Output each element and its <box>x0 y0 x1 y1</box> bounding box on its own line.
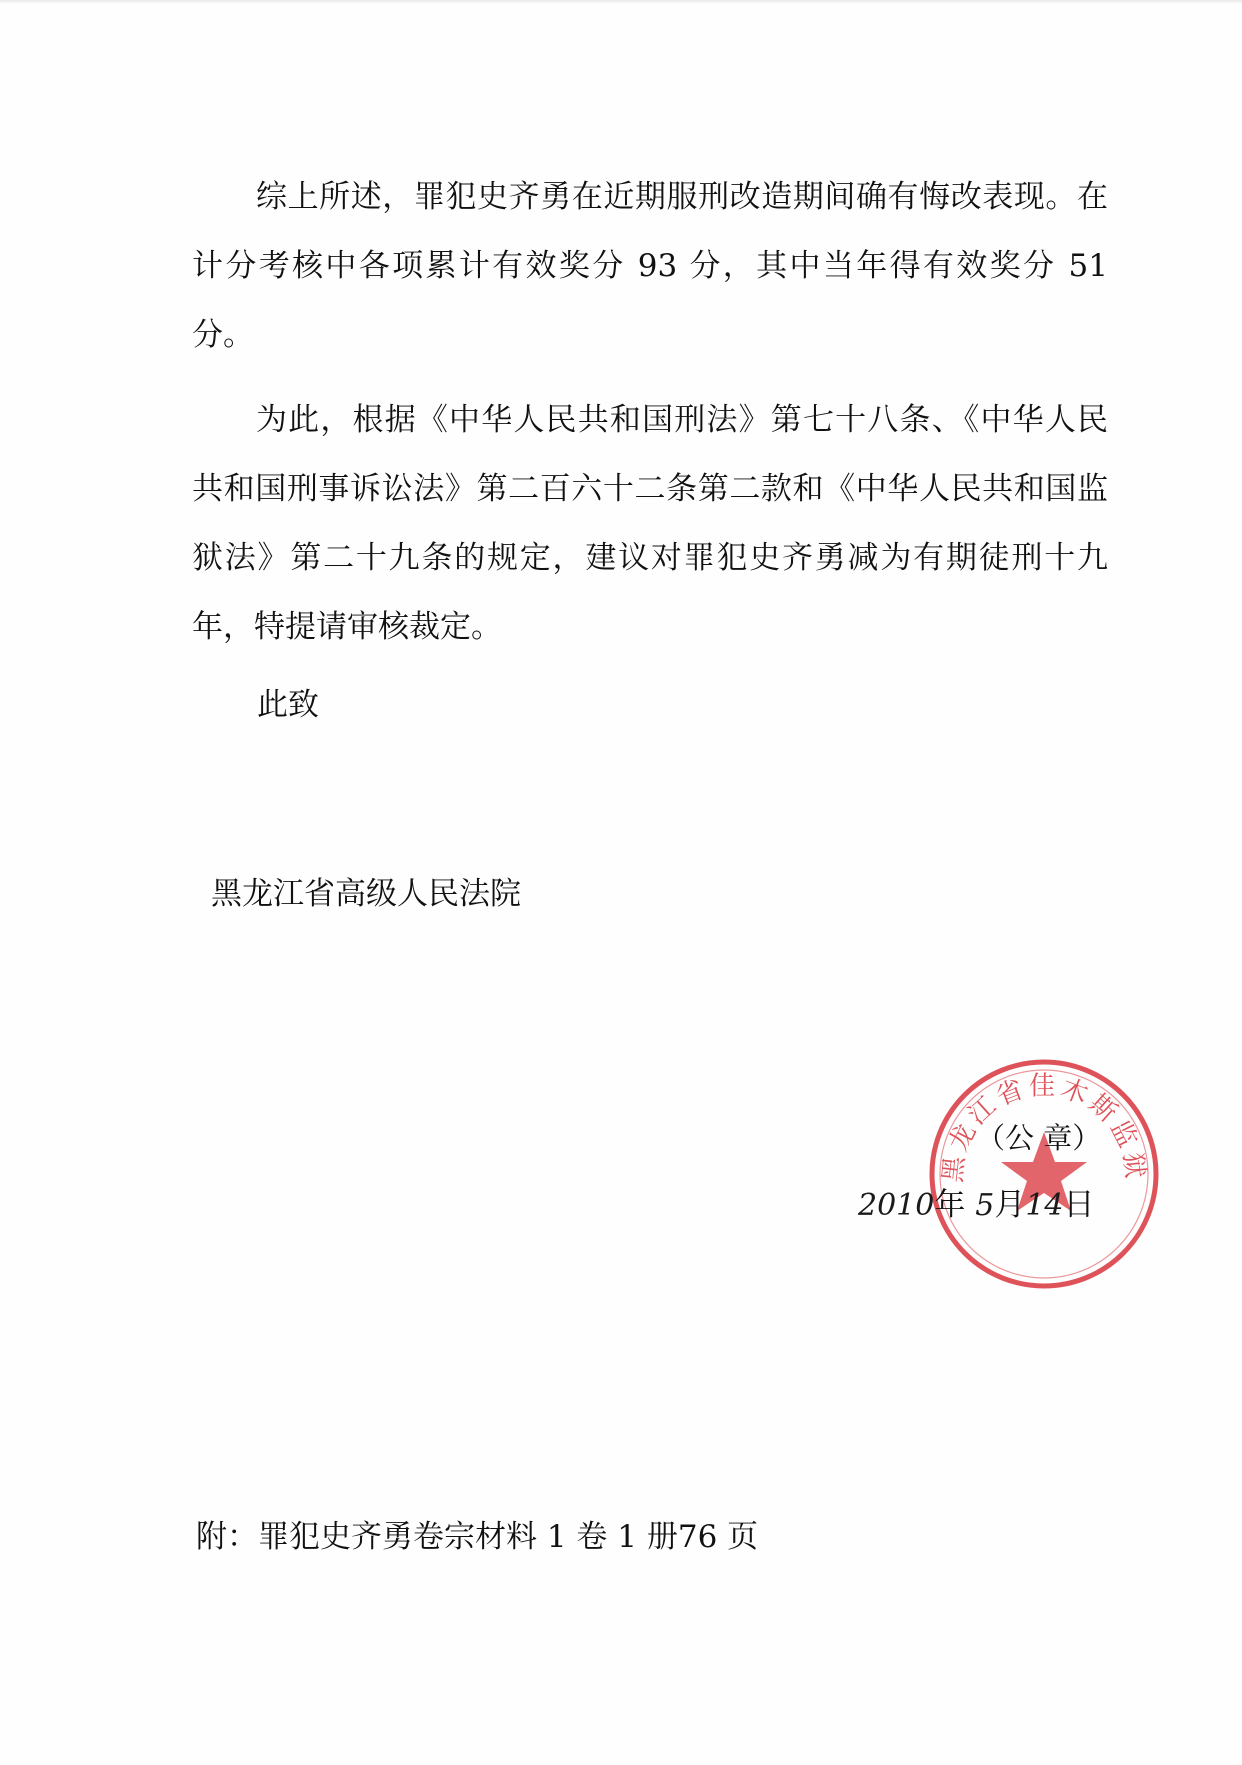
signature-date <box>858 1180 1095 1231</box>
date-month-handwritten: 5 <box>975 1188 995 1223</box>
official-seal-stamp <box>924 1054 1164 1294</box>
attachment-note: 附：罪犯史齐勇卷宗材料 1 卷 1 册76 页 <box>196 1519 759 1555</box>
scan-edge <box>0 0 1242 4</box>
recipient-court: 黑龙江省高级人民法院 <box>211 876 521 912</box>
closing-salutation: 此致 <box>257 687 319 723</box>
body-paragraph-2: 为此，根据《中华人民共和国刑法》第七十八条、《中华人民共和国刑事诉讼法》第二百六十二条第二款和《中华人民共和国监狱法》第二十九条的规定，建议对罪犯史齐勇减为有期徒刑十九年，特提请审核裁定。 <box>192 402 1108 645</box>
date-month-suffix: 月 <box>994 1187 1026 1223</box>
seal-text: 黑龙江省佳木斯监狱 <box>938 1071 1150 1184</box>
date-day-suffix: 日 <box>1063 1187 1095 1223</box>
seal-label: （公 章） <box>976 1121 1102 1155</box>
date-day-handwritten: 14 <box>1025 1188 1064 1223</box>
date-year-handwritten: 2010 <box>858 1188 935 1223</box>
date-year-suffix: 年 <box>934 1187 966 1223</box>
body-paragraph-1: 综上所述，罪犯史齐勇在近期服刑改造期间确有悔改表现。在计分考核中各项累计有效奖分 93 分，其中当年得有效奖分 51 分。 <box>192 179 1108 353</box>
